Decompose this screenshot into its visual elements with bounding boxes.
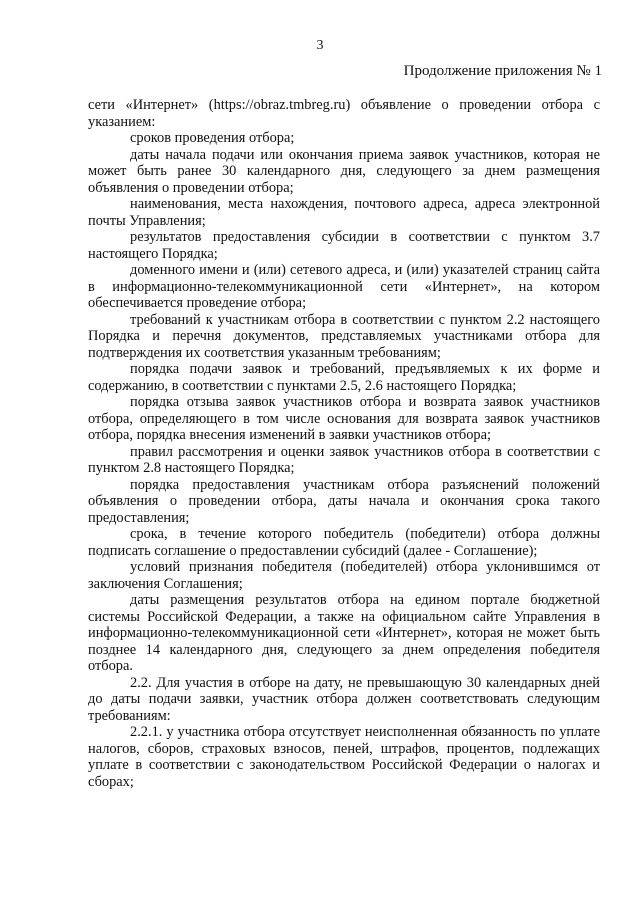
document-body bbox=[88, 97, 600, 790]
page-number: 3 bbox=[316, 38, 324, 53]
paragraph: порядка предоставления участникам отбора разъяснений положений объявления о проведении отбора, даты начала и окончания срока такого предоставления; bbox=[88, 476, 600, 526]
paragraph: сети «Интернет» (https://obraz.tmbreg.ru) объявление о проведении отбора с указанием: bbox=[88, 97, 600, 130]
paragraph: даты размещения результатов отбора на едином портале бюджетной системы Российской Федерации, а также на официальном сайте Управления в информационно-телекоммуникационной сети «Интернет», которая не может быть позднее 14 календарного дня, следующего за днем определения победителя отбора. bbox=[88, 592, 600, 674]
paragraph: срока, в течение которого победитель (победители) отбора должны подписать соглашение о предоставлении субсидий (далее - Соглашение); bbox=[88, 526, 600, 559]
paragraph: порядка подачи заявок и требований, предъявляемых к их форме и содержанию, в соответствии с пунктами 2.5, 2.6 настоящего Порядка; bbox=[88, 361, 600, 394]
paragraph: требований к участникам отбора в соответствии с пунктом 2.2 настоящего Порядка и перечня документов, представляемых участниками отбора для подтверждения их соответствия указанным требованиям; bbox=[88, 311, 600, 361]
paragraph: даты начала подачи или окончания приема заявок участников, которая не может быть ранее 30 календарного дня, следующего за днем размещения объявления о проведении отбора; bbox=[88, 146, 600, 196]
paragraph: 2.2.1. у участника отбора отсутствует неисполненная обязанность по уплате налогов, сборов, страховых взносов, пеней, штрафов, процентов, подлежащих уплате в соответствии с законодательством Российской Федерации о налогах и сборах; bbox=[88, 724, 600, 790]
paragraph: условий признания победителя (победителей) отбора уклонившимся от заключения Соглашения; bbox=[88, 559, 600, 592]
appendix-header: Продолжение приложения № 1 bbox=[403, 63, 602, 79]
paragraph: 2.2. Для участия в отборе на дату, не превышающую 30 календарных дней до даты подачи заявки, участник отбора должен соответствовать следующим требованиям: bbox=[88, 674, 600, 724]
paragraph: наименования, места нахождения, почтового адреса, адреса электронной почты Управления; bbox=[88, 196, 600, 229]
paragraph: результатов предоставления субсидии в соответствии с пунктом 3.7 настоящего Порядка; bbox=[88, 229, 600, 262]
paragraph: доменного имени и (или) сетевого адреса, и (или) указателей страниц сайта в информационно-телекоммуникационной сети «Интернет», на котором обеспечивается проведение отбора; bbox=[88, 262, 600, 311]
paragraph: порядка отзыва заявок участников отбора и возврата заявок участников отбора, определяющего в том числе основания для возврата заявок участников отбора, порядка внесения изменений в заявки участников отбора; bbox=[88, 394, 600, 443]
paragraph: сроков проведения отбора; bbox=[130, 130, 295, 146]
paragraph: правил рассмотрения и оценки заявок участников отбора в соответствии с пунктом 2.8 настоящего Порядка; bbox=[88, 443, 600, 476]
